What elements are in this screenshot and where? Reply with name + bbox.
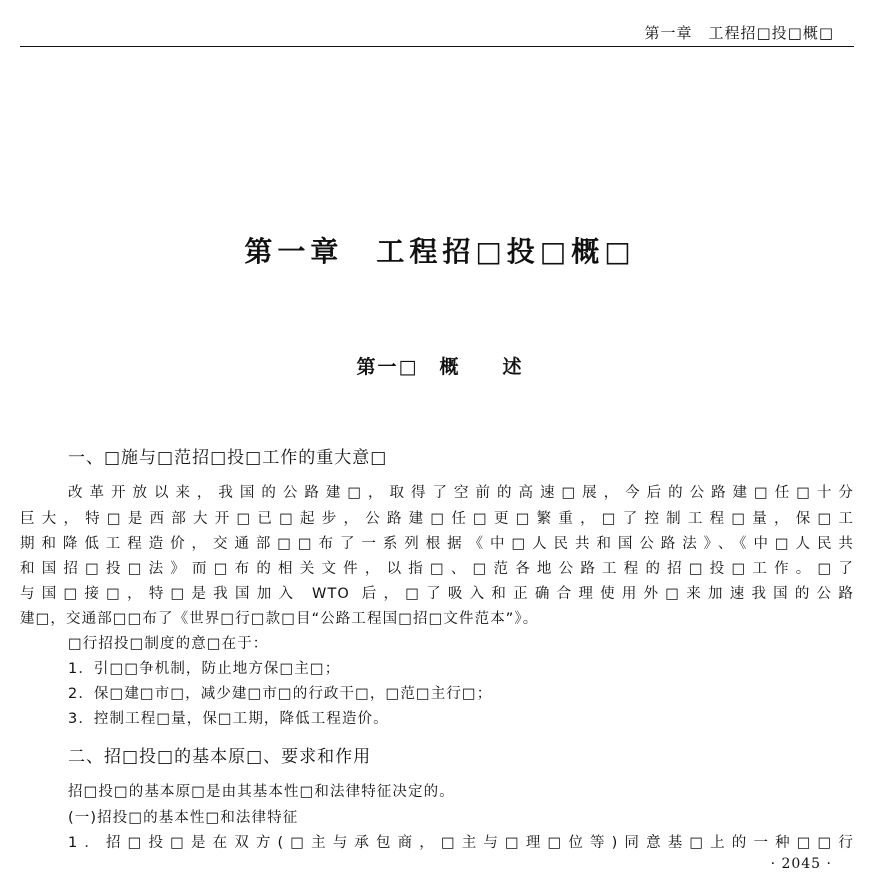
section-title: 第一□ 概 述	[356, 356, 524, 378]
heading-two: 二、招□投□的基本原□、要求和作用	[68, 747, 372, 767]
running-header: 第一章 工程招□投□概□	[644, 24, 834, 42]
paragraph-line: 期和降低工程造价，交通部□□布了一系列根据《中□人民共和国公路法》、《中□人民共	[20, 536, 854, 552]
paragraph-line: 巨大，特□是西部大开□已□起步，公路建□任□更□繁重，□了控制工程□量，保□工	[20, 511, 854, 527]
list-item: 2．保□建□市□，减少建□市□的行政干□，□范□主行□；	[68, 686, 493, 702]
list-item: 3．控制工程□量，保□工期，降低工程造价。	[68, 711, 389, 727]
paragraph-intro: □行招投□制度的意□在于：	[68, 636, 269, 652]
chapter-title: 第一章 工程招□投□概□	[244, 235, 636, 268]
subheading: (一)招投□的基本性□和法律特征	[68, 810, 299, 826]
paragraph-line: 改革开放以来，我国的公路建□，取得了空前的高速□展，今后的公路建□任□十分	[68, 485, 854, 501]
paragraph-line: 1．招□投□是在双方(□主与承包商，□主与□理□位等)同意基□上的一种□□行	[68, 835, 854, 851]
heading-one: 一、□施与□范招□投□工作的重大意□	[68, 448, 388, 468]
paragraph-line: 招□投□的基本原□是由其基本性□和法律特征决定的。	[68, 784, 455, 800]
list-item: 1．引□□争机制，防止地方保□主□；	[68, 661, 341, 677]
paragraph-line: 与国□接□，特□是我国加入 WTO 后，□了吸入和正确合理使用外□来加速我国的公路	[20, 586, 854, 602]
paragraph-line: 和国招□投□法》而□布的相关文件，以指□、□范各地公路工程的招□投□工作。□了	[20, 561, 854, 577]
page-number: · 2045 ·	[770, 856, 832, 872]
paragraph-line: 建□，交通部□□布了《世界□行□款□目“公路工程国□招□文件范本”》。	[20, 611, 539, 627]
header-rule	[20, 46, 854, 47]
